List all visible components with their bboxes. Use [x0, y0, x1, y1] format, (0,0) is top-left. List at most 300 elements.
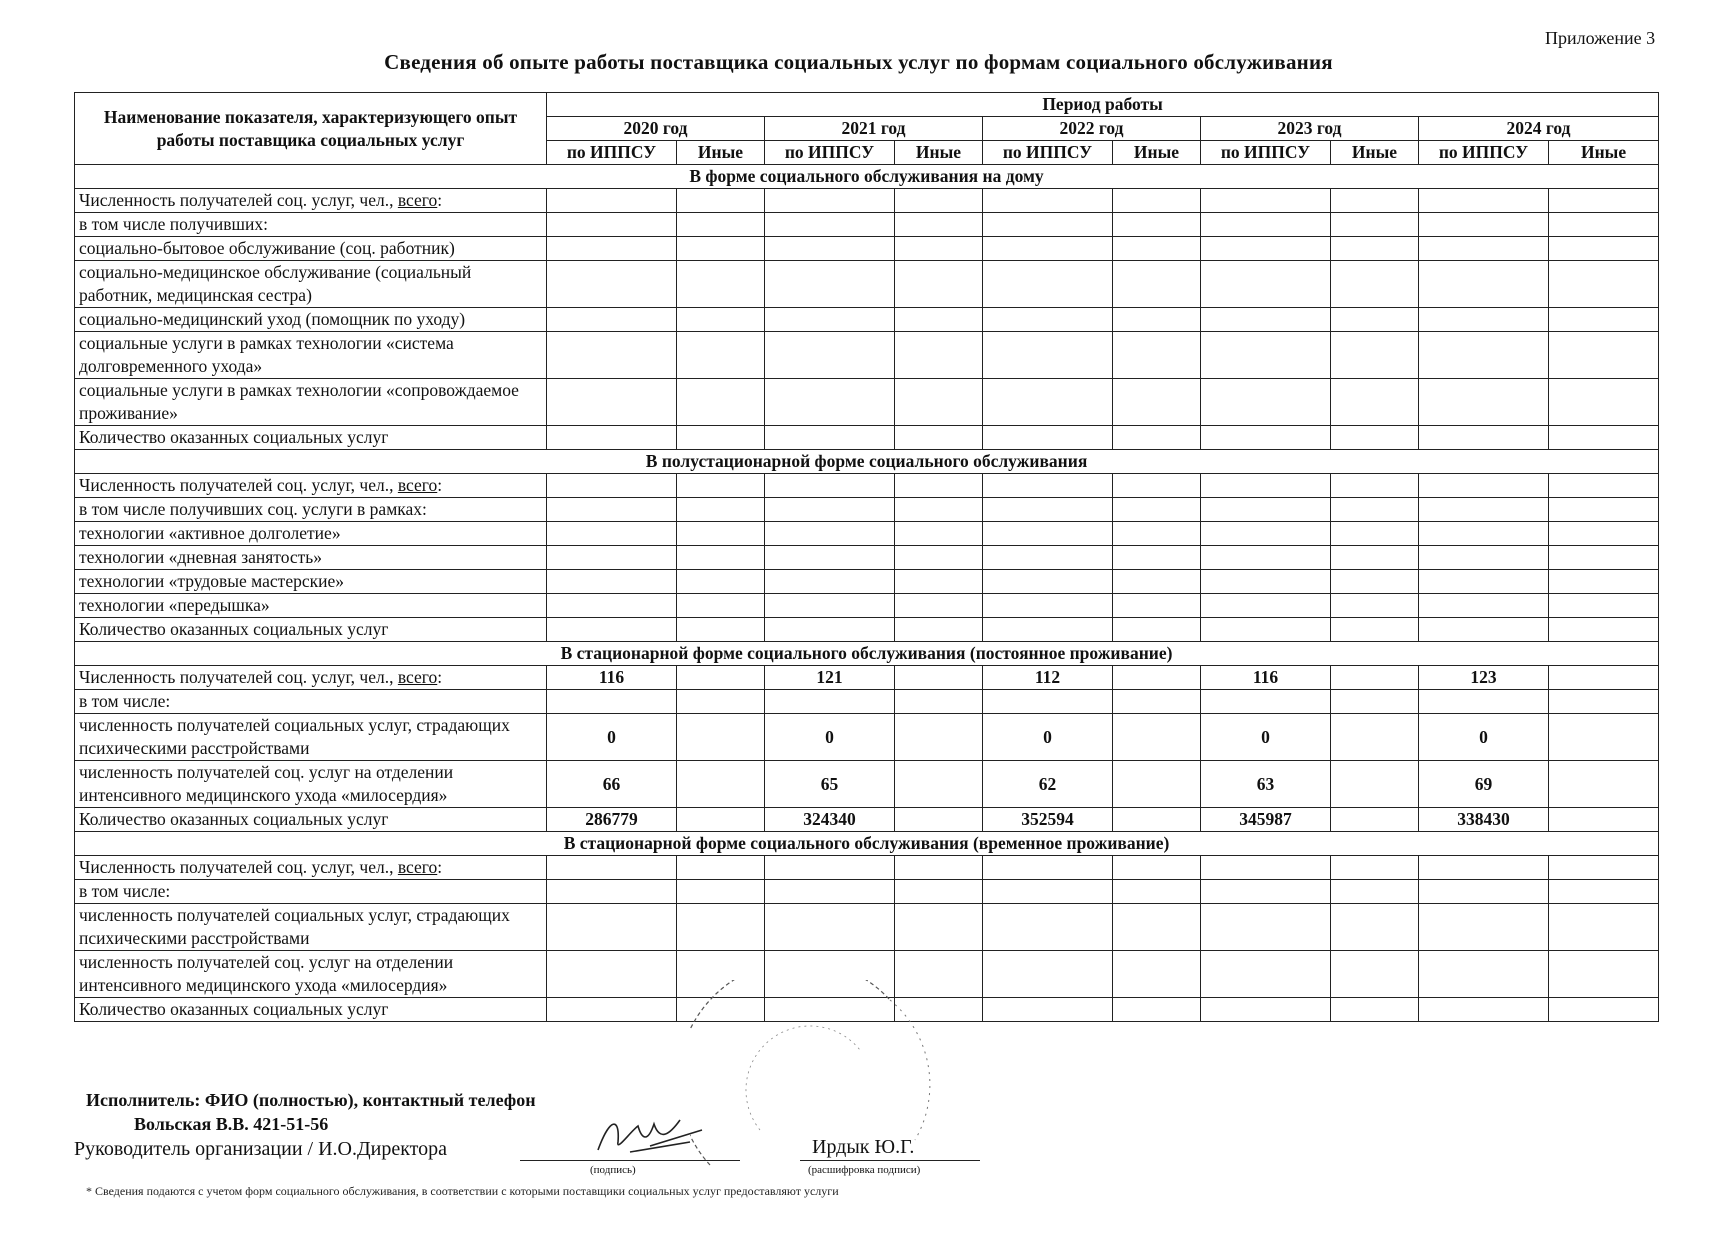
value-cell [765, 856, 895, 880]
period-header: Период работы [547, 93, 1659, 117]
value-cell [1113, 761, 1201, 808]
value-cell [1201, 261, 1331, 308]
value-cell [895, 237, 983, 261]
ippsu-header: по ИППСУ [765, 141, 895, 165]
value-cell [547, 426, 677, 450]
value-cell [1549, 690, 1659, 714]
value-cell [1331, 714, 1419, 761]
value-cell [677, 808, 765, 832]
table-row [75, 522, 1659, 546]
value-cell [895, 426, 983, 450]
value-cell [1331, 808, 1419, 832]
table-row [75, 570, 1659, 594]
executor-label: Исполнитель: ФИО (полностью), контактный телефон [86, 1090, 536, 1110]
value-cell [677, 237, 765, 261]
value-cell [765, 474, 895, 498]
footnote: * Сведения подаются с учетом форм социального обслуживания, в соответствии с которыми поставщики социальных услуг предоставляют услуги [86, 1184, 839, 1198]
value-cell: 69 [1419, 761, 1549, 808]
value-cell [677, 379, 765, 426]
value-cell: 63 [1201, 761, 1331, 808]
value-cell: 66 [547, 761, 677, 808]
value-cell [895, 618, 983, 642]
value-cell [1113, 856, 1201, 880]
table-row [75, 546, 1659, 570]
appendix-label: Приложение 3 [1545, 28, 1656, 48]
value-cell [677, 308, 765, 332]
value-cell [1549, 237, 1659, 261]
value-cell [1113, 474, 1201, 498]
value-cell [1419, 856, 1549, 880]
value-cell [677, 904, 765, 951]
value-cell [983, 213, 1113, 237]
value-cell [547, 379, 677, 426]
value-cell [1549, 998, 1659, 1022]
signature-line [520, 1160, 740, 1161]
value-cell [1113, 570, 1201, 594]
row-label: социально-медицинское обслуживание (социальный работник, медицинская сестра) [75, 261, 547, 308]
value-cell [677, 856, 765, 880]
value-cell [895, 904, 983, 951]
value-cell [983, 998, 1113, 1022]
value-cell [1549, 761, 1659, 808]
decode-caption: (расшифровка подписи) [808, 1164, 921, 1176]
value-cell [677, 714, 765, 761]
ippsu-header: по ИППСУ [547, 141, 677, 165]
value-cell [1331, 379, 1419, 426]
value-cell [547, 998, 677, 1022]
value-cell [1331, 690, 1419, 714]
row-label: в том числе получивших соц. услуги в рамках: [75, 498, 547, 522]
value-cell [983, 426, 1113, 450]
value-cell [547, 237, 677, 261]
value-cell [1113, 426, 1201, 450]
value-cell [895, 474, 983, 498]
value-cell [765, 690, 895, 714]
value-cell [983, 308, 1113, 332]
value-cell: 121 [765, 666, 895, 690]
value-cell [895, 522, 983, 546]
other-header: Иные [1331, 141, 1419, 165]
value-cell [1113, 332, 1201, 379]
value-cell [547, 474, 677, 498]
value-cell [677, 498, 765, 522]
value-cell [1331, 213, 1419, 237]
signature-icon [590, 1112, 710, 1162]
other-header: Иные [1113, 141, 1201, 165]
value-cell [983, 594, 1113, 618]
value-cell [1331, 308, 1419, 332]
value-cell [895, 714, 983, 761]
value-cell [1419, 880, 1549, 904]
value-cell [765, 618, 895, 642]
value-cell [895, 308, 983, 332]
value-cell [1549, 666, 1659, 690]
table-row [75, 690, 1659, 714]
row-label: технологии «активное долголетие» [75, 522, 547, 546]
section-title: В стационарной форме социального обслуживания (постоянное проживание) [75, 642, 1659, 666]
row-label: Численность получателей соц. услуг, чел., всего: [75, 189, 547, 213]
value-cell: 0 [547, 714, 677, 761]
row-label: Численность получателей соц. услуг, чел., всего: [75, 666, 547, 690]
value-cell [1113, 904, 1201, 951]
value-cell [1419, 498, 1549, 522]
value-cell [1549, 594, 1659, 618]
value-cell [1201, 951, 1331, 998]
value-cell [1549, 332, 1659, 379]
table-row [75, 237, 1659, 261]
table-row [75, 904, 1659, 951]
ippsu-header: по ИППСУ [983, 141, 1113, 165]
value-cell [677, 261, 765, 308]
row-label: численность получателей социальных услуг, страдающих психическими расстройствами [75, 904, 547, 951]
ippsu-header: по ИППСУ [1201, 141, 1331, 165]
indicator-header: Наименование показателя, характеризующего опыт работы поставщика социальных услуг [75, 93, 547, 165]
value-cell [1113, 880, 1201, 904]
value-cell [1419, 951, 1549, 998]
row-label: Количество оказанных социальных услуг [75, 618, 547, 642]
value-cell [677, 618, 765, 642]
value-cell [677, 546, 765, 570]
value-cell [1549, 546, 1659, 570]
row-label: технологии «трудовые мастерские» [75, 570, 547, 594]
value-cell [1331, 546, 1419, 570]
row-label: технологии «передышка» [75, 594, 547, 618]
row-label: социальные услуги в рамках технологии «система долговременного ухода» [75, 332, 547, 379]
value-cell [1331, 261, 1419, 308]
value-cell [1549, 261, 1659, 308]
value-cell [1331, 666, 1419, 690]
value-cell [1419, 546, 1549, 570]
year-header: 2024 год [1419, 117, 1659, 141]
value-cell [1113, 498, 1201, 522]
value-cell [1549, 379, 1659, 426]
table-row [75, 213, 1659, 237]
value-cell [1419, 618, 1549, 642]
year-header: 2023 год [1201, 117, 1419, 141]
row-label: Численность получателей соц. услуг, чел., всего: [75, 474, 547, 498]
value-cell [983, 904, 1113, 951]
value-cell [895, 594, 983, 618]
value-cell [1549, 522, 1659, 546]
value-cell [1201, 522, 1331, 546]
value-cell: 116 [547, 666, 677, 690]
value-cell [677, 761, 765, 808]
value-cell [765, 522, 895, 546]
row-label: Количество оказанных социальных услуг [75, 426, 547, 450]
value-cell [765, 308, 895, 332]
value-cell [983, 189, 1113, 213]
value-cell [895, 856, 983, 880]
value-cell [1113, 308, 1201, 332]
value-cell [1549, 714, 1659, 761]
value-cell [1201, 237, 1331, 261]
table-row [75, 808, 1659, 832]
row-label: в том числе получивших: [75, 213, 547, 237]
decode-name: Ирдык Ю.Г. [812, 1136, 915, 1158]
value-cell [1419, 189, 1549, 213]
value-cell [1331, 856, 1419, 880]
value-cell: 65 [765, 761, 895, 808]
value-cell [983, 951, 1113, 998]
value-cell [677, 522, 765, 546]
value-cell: 116 [1201, 666, 1331, 690]
value-cell [1549, 951, 1659, 998]
value-cell [1549, 498, 1659, 522]
value-cell [1113, 594, 1201, 618]
value-cell [983, 474, 1113, 498]
value-cell [1331, 189, 1419, 213]
value-cell [983, 379, 1113, 426]
value-cell [1331, 904, 1419, 951]
value-cell: 324340 [765, 808, 895, 832]
value-cell [1419, 904, 1549, 951]
table-row [75, 880, 1659, 904]
value-cell [983, 498, 1113, 522]
row-label: социально-бытовое обслуживание (соц. работник) [75, 237, 547, 261]
value-cell [547, 189, 677, 213]
table-row [75, 308, 1659, 332]
year-header: 2020 год [547, 117, 765, 141]
table-row [75, 332, 1659, 379]
value-cell [1331, 237, 1419, 261]
row-label: социальные услуги в рамках технологии «сопровождаемое проживание» [75, 379, 547, 426]
value-cell [1201, 594, 1331, 618]
value-cell [1549, 856, 1659, 880]
value-cell [765, 570, 895, 594]
value-cell: 0 [1419, 714, 1549, 761]
table-row [75, 189, 1659, 213]
value-cell [1419, 379, 1549, 426]
value-cell: 123 [1419, 666, 1549, 690]
value-cell [895, 189, 983, 213]
value-cell [547, 880, 677, 904]
value-cell [1201, 998, 1331, 1022]
value-cell: 345987 [1201, 808, 1331, 832]
value-cell [765, 379, 895, 426]
value-cell [983, 570, 1113, 594]
value-cell [1549, 213, 1659, 237]
value-cell: 0 [765, 714, 895, 761]
value-cell [1113, 690, 1201, 714]
value-cell [1331, 998, 1419, 1022]
table-row [75, 666, 1659, 690]
ippsu-header: по ИППСУ [1419, 141, 1549, 165]
value-cell [1201, 498, 1331, 522]
value-cell [1113, 618, 1201, 642]
experience-table [74, 92, 1659, 1022]
value-cell: 352594 [983, 808, 1113, 832]
value-cell [765, 189, 895, 213]
table-row [75, 498, 1659, 522]
value-cell [765, 498, 895, 522]
value-cell [547, 522, 677, 546]
value-cell [1419, 690, 1549, 714]
other-header: Иные [677, 141, 765, 165]
value-cell [677, 474, 765, 498]
value-cell [677, 666, 765, 690]
value-cell [765, 237, 895, 261]
value-cell [983, 332, 1113, 379]
value-cell [1331, 880, 1419, 904]
year-header: 2021 год [765, 117, 983, 141]
row-label: численность получателей социальных услуг, страдающих психическими расстройствами [75, 714, 547, 761]
value-cell [765, 332, 895, 379]
value-cell [895, 379, 983, 426]
value-cell [1113, 261, 1201, 308]
value-cell [1419, 213, 1549, 237]
value-cell [1549, 474, 1659, 498]
value-cell [1331, 498, 1419, 522]
value-cell: 112 [983, 666, 1113, 690]
row-label: Количество оказанных социальных услуг [75, 808, 547, 832]
value-cell [895, 761, 983, 808]
row-label: численность получателей соц. услуг на отделении интенсивного медицинского ухода «милосердия» [75, 761, 547, 808]
value-cell [765, 546, 895, 570]
value-cell [1549, 880, 1659, 904]
value-cell: 0 [1201, 714, 1331, 761]
value-cell [677, 594, 765, 618]
value-cell [547, 690, 677, 714]
value-cell [1201, 904, 1331, 951]
value-cell [1331, 594, 1419, 618]
value-cell [547, 594, 677, 618]
value-cell [1201, 690, 1331, 714]
value-cell [1113, 808, 1201, 832]
value-cell [1201, 618, 1331, 642]
value-cell [677, 690, 765, 714]
table-row [75, 426, 1659, 450]
value-cell [895, 880, 983, 904]
value-cell [1113, 522, 1201, 546]
value-cell [895, 666, 983, 690]
value-cell [547, 856, 677, 880]
value-cell [1331, 761, 1419, 808]
value-cell [547, 951, 677, 998]
table-row [75, 474, 1659, 498]
value-cell [547, 546, 677, 570]
section-title: В форме социального обслуживания на дому [75, 165, 1659, 189]
value-cell [983, 261, 1113, 308]
value-cell [1201, 474, 1331, 498]
value-cell [1419, 308, 1549, 332]
executor-value: Вольская В.В. 421-51-56 [134, 1114, 329, 1134]
value-cell [1113, 213, 1201, 237]
value-cell [1419, 332, 1549, 379]
value-cell [547, 904, 677, 951]
value-cell [765, 426, 895, 450]
table-row [75, 618, 1659, 642]
row-label: Количество оказанных социальных услуг [75, 998, 547, 1022]
value-cell [547, 308, 677, 332]
table-row [75, 379, 1659, 426]
value-cell [1113, 237, 1201, 261]
value-cell [1549, 308, 1659, 332]
value-cell [1201, 856, 1331, 880]
value-cell: 62 [983, 761, 1113, 808]
value-cell [1549, 189, 1659, 213]
value-cell [1419, 237, 1549, 261]
value-cell [1549, 570, 1659, 594]
value-cell [765, 594, 895, 618]
value-cell [1201, 213, 1331, 237]
value-cell [1201, 189, 1331, 213]
value-cell [1201, 880, 1331, 904]
value-cell [983, 880, 1113, 904]
value-cell [765, 904, 895, 951]
table-row [75, 261, 1659, 308]
value-cell [1113, 998, 1201, 1022]
table-row [75, 714, 1659, 761]
value-cell [547, 498, 677, 522]
value-cell [1419, 998, 1549, 1022]
value-cell [983, 237, 1113, 261]
value-cell [765, 213, 895, 237]
page-title: Сведения об опыте работы поставщика социальных услуг по формам социального обслуживания [384, 50, 1333, 74]
value-cell [1201, 426, 1331, 450]
value-cell: 286779 [547, 808, 677, 832]
value-cell [895, 690, 983, 714]
row-label: численность получателей соц. услуг на отделении интенсивного медицинского ухода «милосердия» [75, 951, 547, 998]
value-cell [677, 189, 765, 213]
value-cell [677, 213, 765, 237]
value-cell [547, 261, 677, 308]
table-row [75, 594, 1659, 618]
value-cell [983, 618, 1113, 642]
row-label: в том числе: [75, 880, 547, 904]
value-cell [1113, 951, 1201, 998]
value-cell [983, 522, 1113, 546]
row-label: в том числе: [75, 690, 547, 714]
value-cell [1201, 570, 1331, 594]
value-cell [677, 570, 765, 594]
value-cell [1201, 379, 1331, 426]
value-cell [547, 332, 677, 379]
value-cell [765, 880, 895, 904]
value-cell [983, 546, 1113, 570]
value-cell [983, 856, 1113, 880]
value-cell [1419, 594, 1549, 618]
value-cell: 338430 [1419, 808, 1549, 832]
value-cell [547, 618, 677, 642]
other-header: Иные [1549, 141, 1659, 165]
decode-line [800, 1160, 980, 1161]
value-cell [1549, 808, 1659, 832]
value-cell [895, 261, 983, 308]
value-cell [1549, 618, 1659, 642]
value-cell [1419, 474, 1549, 498]
row-label: технологии «дневная занятость» [75, 546, 547, 570]
value-cell [1419, 426, 1549, 450]
value-cell [895, 213, 983, 237]
value-cell [1419, 522, 1549, 546]
head-label: Руководитель организации / И.О.Директора [74, 1138, 447, 1160]
value-cell [765, 261, 895, 308]
value-cell [1113, 666, 1201, 690]
value-cell [1331, 332, 1419, 379]
value-cell [677, 426, 765, 450]
table-row [75, 761, 1659, 808]
value-cell [895, 332, 983, 379]
value-cell [1331, 474, 1419, 498]
value-cell [1331, 570, 1419, 594]
section-title: В стационарной форме социального обслуживания (временное проживание) [75, 832, 1659, 856]
value-cell [895, 570, 983, 594]
year-header: 2022 год [983, 117, 1201, 141]
row-label: Численность получателей соц. услуг, чел., всего: [75, 856, 547, 880]
value-cell [1201, 332, 1331, 379]
value-cell [1331, 522, 1419, 546]
section-title: В полустационарной форме социального обслуживания [75, 450, 1659, 474]
